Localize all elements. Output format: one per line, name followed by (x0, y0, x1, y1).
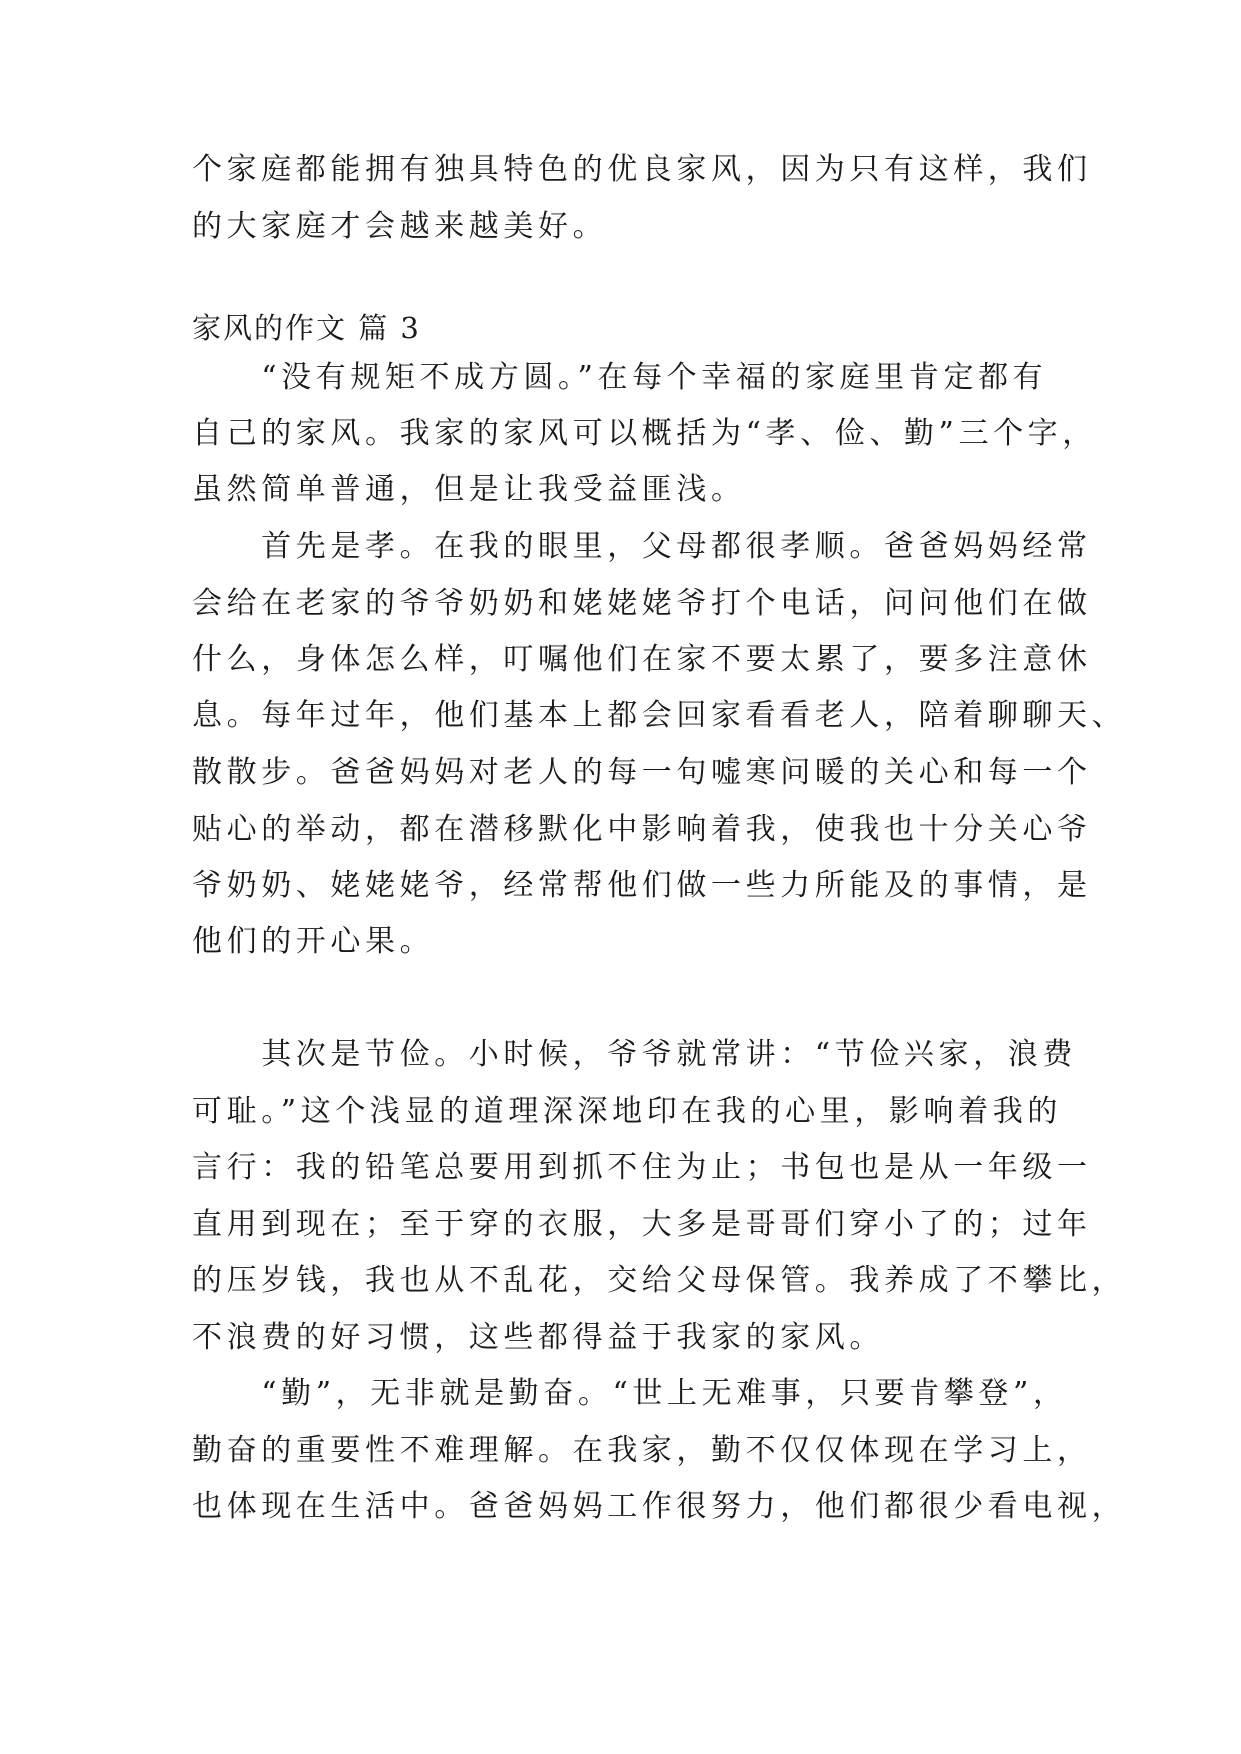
text-line: 虽然简单普通，但是让我受益匪浅。 (192, 472, 746, 507)
text-line: 散散步。爸爸妈妈对老人的每一句嘘寒问暖的关心和每一个 (192, 755, 1092, 790)
text-line: 言行：我的铅笔总要用到抓不住为止；书包也是从一年级一 (192, 1150, 1092, 1185)
text-line: 息。每年过年，他们基本上都会回家看看老人，陪着聊聊天、 (192, 698, 1127, 733)
text-line: 爷奶奶、姥姥姥爷，经常帮他们做一些力所能及的事情，是 (192, 868, 1092, 903)
text-line: 首先是孝。在我的眼里，父母都很孝顺。爸爸妈妈经常 (192, 529, 1092, 564)
text-line: 个家庭都能拥有独具特色的优良家风，因为只有这样，我们 (192, 152, 1092, 187)
text-line: 会给在老家的爷爷奶奶和姥姥姥爷打个电话，问问他们在做 (192, 586, 1092, 621)
text-line: 可耻。”这个浅显的道理深深地印在我的心里，影响着我的 (192, 1094, 1062, 1129)
text-line: 贴心的举动，都在潜移默化中影响着我，使我也十分关心爷 (192, 812, 1092, 847)
text-line: 什么，身体怎么样，叮嘱他们在家不要太累了，要多注意休 (192, 642, 1092, 677)
text-line: 其次是节俭。小时候，爷爷就常讲：“节俭兴家，浪费 (192, 1037, 1077, 1072)
text-line: 的压岁钱，我也从不乱花，交给父母保管。我养成了不攀比， (192, 1263, 1127, 1298)
text-line: 勤奋的重要性不难理解。在我家，勤不仅仅体现在学习上， (192, 1433, 1092, 1468)
text-line: 也体现在生活中。爸爸妈妈工作很努力，他们都很少看电视， (192, 1489, 1127, 1524)
text-line: “勤”，无非就是勤奋。“世上无难事，只要肯攀登”， (192, 1376, 1068, 1411)
text-line: 自己的家风。我家的家风可以概括为“孝、俭、勤”三个字， (192, 416, 1097, 451)
section-heading: 家风的作文 篇 3 (192, 311, 421, 345)
text-line: “没有规矩不成方圆。”在每个幸福的家庭里肯定都有 (192, 360, 1048, 395)
text-line: 的大家庭才会越来越美好。 (192, 209, 608, 244)
text-line: 直用到现在；至于穿的衣服，大多是哥哥们穿小了的；过年 (192, 1207, 1092, 1242)
text-line: 他们的开心果。 (192, 924, 435, 959)
text-line: 不浪费的好习惯，这些都得益于我家的家风。 (192, 1320, 884, 1355)
